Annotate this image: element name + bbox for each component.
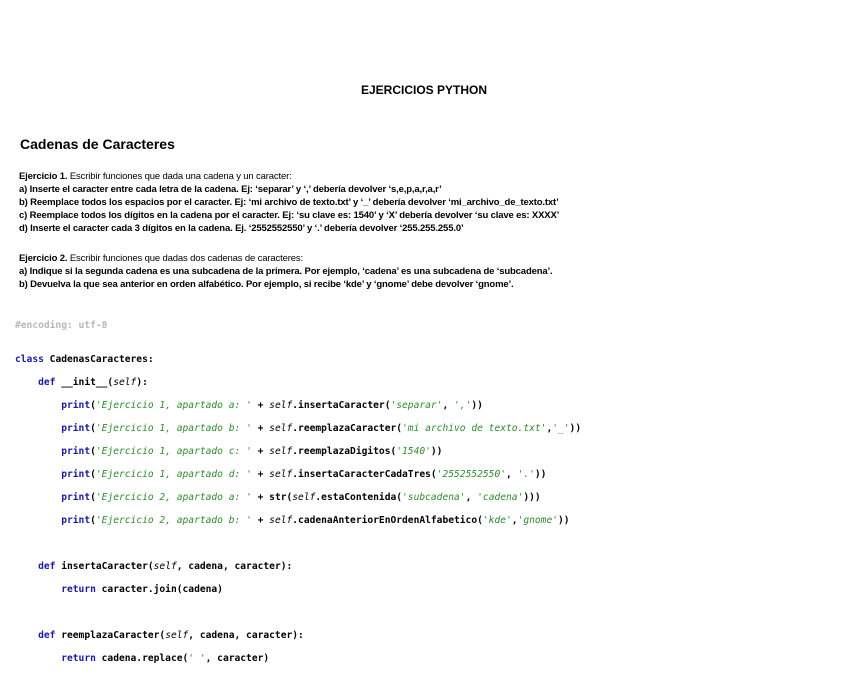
code-operator: + str( — [251, 492, 293, 503]
code-line-return — [15, 653, 581, 665]
exercise-1-label: Ejercicio 1. — [19, 171, 68, 182]
code-keyword: print — [61, 515, 91, 526]
code-line-print: print('Ejercicio 1, apartado a: ' + self.insertaCaracter('separar', ',')) — [61, 400, 483, 411]
code-operator: + — [251, 446, 270, 457]
code-class-name: CadenasCaracteres: — [43, 354, 154, 365]
code-method: .insertaCaracter( — [292, 400, 391, 411]
code-keyword: return — [61, 653, 96, 664]
code-sep: , — [442, 400, 455, 411]
exercise-1-intro-text: Escribir funciones que dada una cadena y un caracter: — [67, 171, 292, 182]
code-end: ))) — [523, 492, 541, 503]
code-line-class — [15, 354, 581, 366]
code-keyword: class — [15, 354, 44, 365]
code-sep: , — [546, 423, 553, 434]
code-sep: , — [511, 515, 518, 526]
code-self: self — [292, 492, 316, 503]
code-method: .reemplazaCaracter( — [292, 423, 403, 434]
code-string: 'Ejercicio 1, apartado d: ' — [95, 469, 252, 480]
exercise-1-item-d: d) Inserte el caracter cada 3 dígitos en la cadena. Ej. ‘2552552550’ y ‘.’ debería devolver ‘255.255.255.0’ — [19, 223, 464, 234]
exercise-2-intro — [19, 252, 553, 265]
code-string: 'gnome' — [517, 515, 558, 526]
code-string: '1540' — [396, 446, 431, 457]
code-comment: #encoding: utf-8 — [15, 320, 108, 331]
code-self: self — [269, 515, 293, 526]
code-string: 'Ejercicio 1, apartado b: ' — [95, 423, 252, 434]
code-keyword: print — [61, 400, 91, 411]
code-string: 'Ejercicio 2, apartado b: ' — [95, 515, 252, 526]
code-string: 'mi archivo de texto.txt' — [402, 423, 547, 434]
code-return-expr: cadena.replace( — [95, 653, 189, 664]
code-line-print: print('Ejercicio 2, apartado b: ' + self.cadenaAnteriorEnOrdenAlfabetico('kde','gnome')) — [61, 515, 570, 526]
section-title: Cadenas de Caracteres — [20, 136, 175, 152]
code-end: )) — [558, 515, 570, 526]
code-keyword: print — [61, 469, 91, 480]
code-operator: + — [251, 515, 270, 526]
code-self: self — [269, 400, 293, 411]
code-string: '2552552550' — [436, 469, 506, 480]
code-line-print: print('Ejercicio 1, apartado b: ' + self.reemplazaCaracter('mi archivo de texto.txt','_')) — [61, 423, 582, 434]
code-keyword: def — [38, 561, 56, 572]
code-keyword: print — [61, 446, 91, 457]
exercise-1-item-c: c) Reemplace todos los dígitos en la cadena por el caracter. Ej: ‘su clave es: 1540’ y ‘X’ debería devolver ‘su clave es: XXXX’ — [19, 210, 560, 221]
code-line-init — [15, 377, 581, 389]
code-string: '.' — [517, 469, 535, 480]
code-line-return — [15, 584, 581, 596]
code-string: ',' — [454, 400, 472, 411]
exercise-1-item-a: a) Inserte el caracter entre cada letra de la cadena. Ej: ‘separar’ y ‘,’ debería devolver ‘s,e,p,a,r,a,r’ — [19, 184, 442, 195]
code-string: 'Ejercicio 1, apartado a: ' — [95, 400, 252, 411]
code-self: self — [153, 561, 177, 572]
code-string: 'separar' — [390, 400, 443, 411]
code-self: self — [113, 377, 137, 388]
code-line-print: print('Ejercicio 1, apartado d: ' + self.insertaCaracterCadaTres('2552552550', '.')) — [61, 469, 547, 480]
document-title: EJERCICIOS PYTHON — [360, 83, 488, 97]
code-string: 'Ejercicio 1, apartado c: ' — [95, 446, 252, 457]
code-line-blank — [15, 607, 581, 619]
code-string: 'subcadena' — [402, 492, 466, 503]
code-string: 'Ejercicio 2, apartado a: ' — [95, 492, 252, 503]
code-method: .estaContenida( — [315, 492, 403, 503]
code-def-params: , cadena, caracter): — [188, 630, 304, 641]
code-block — [15, 343, 581, 676]
code-sep: , — [506, 469, 518, 480]
code-keyword: print — [61, 423, 91, 434]
code-method: .cadenaAnteriorEnOrdenAlfabetico( — [292, 515, 483, 526]
code-self: self — [269, 446, 293, 457]
code-sep: , — [465, 492, 478, 503]
code-line-print: print('Ejercicio 2, apartado a: ' + str(self.estaContenida('subcadena', 'cadena'))) — [61, 492, 541, 503]
code-line-def — [15, 561, 581, 573]
code-keyword: def — [38, 377, 56, 388]
code-def-params: , cadena, caracter): — [176, 561, 293, 572]
code-keyword: print — [61, 492, 91, 503]
exercise-2-label: Ejercicio 2. — [19, 253, 68, 264]
code-string: 'kde' — [482, 515, 512, 526]
exercise-2-item-b: b) Devuelva la que sea anterior en orden alfabético. Por ejemplo, si recibe ‘kde’ y ‘gnome’ debe devolver ‘gnome’. — [19, 279, 514, 290]
exercise-1-intro — [19, 170, 559, 183]
code-string: '_' — [552, 423, 570, 434]
code-self: self — [165, 630, 189, 641]
exercise-2-intro-text: Escribir funciones que dadas dos cadenas de caracteres: — [67, 253, 303, 264]
code-return-end: , caracter) — [205, 653, 270, 664]
code-line-def — [15, 630, 581, 642]
exercise-2-item-a: a) Indique si la segunda cadena es una subcadena de la primera. Por ejemplo, ‘cadena’ es una subcadena de ‘subcadena’. — [19, 266, 553, 277]
code-method: .insertaCaracterCadaTres( — [292, 469, 437, 480]
code-return-expr: caracter.join(cadena) — [95, 584, 223, 595]
code-operator: + — [251, 423, 270, 434]
code-line-blank — [15, 538, 581, 550]
code-operator: + — [251, 469, 270, 480]
code-def-name: reemplazaCaracter( — [55, 630, 166, 641]
code-self: self — [269, 469, 293, 480]
code-string: ' ' — [188, 653, 206, 664]
exercise-1 — [19, 170, 559, 235]
exercise-2 — [19, 252, 553, 291]
code-end: )) — [430, 446, 443, 457]
exercise-1-item-b: b) Reemplace todos los espacios por el caracter. Ej: ‘mi archivo de texto.txt’ y ‘_’ debería devolver ‘mi_archivo_de_texto.txt’ — [19, 197, 559, 208]
code-end: )) — [569, 423, 582, 434]
code-init: __init__( — [55, 377, 114, 388]
code-method: .reemplazaDigitos( — [292, 446, 397, 457]
code-def-name: insertaCaracter( — [55, 561, 154, 572]
code-end: )) — [534, 469, 547, 480]
code-string: 'cadena' — [477, 492, 524, 503]
code-self: self — [269, 423, 293, 434]
code-keyword: return — [61, 584, 96, 595]
code-operator: + — [251, 400, 270, 411]
code-end: )) — [471, 400, 483, 411]
code-keyword: def — [38, 630, 56, 641]
code-init-end: ): — [136, 377, 148, 388]
code-line-print: print('Ejercicio 1, apartado c: ' + self.reemplazaDigitos('1540')) — [61, 446, 443, 457]
